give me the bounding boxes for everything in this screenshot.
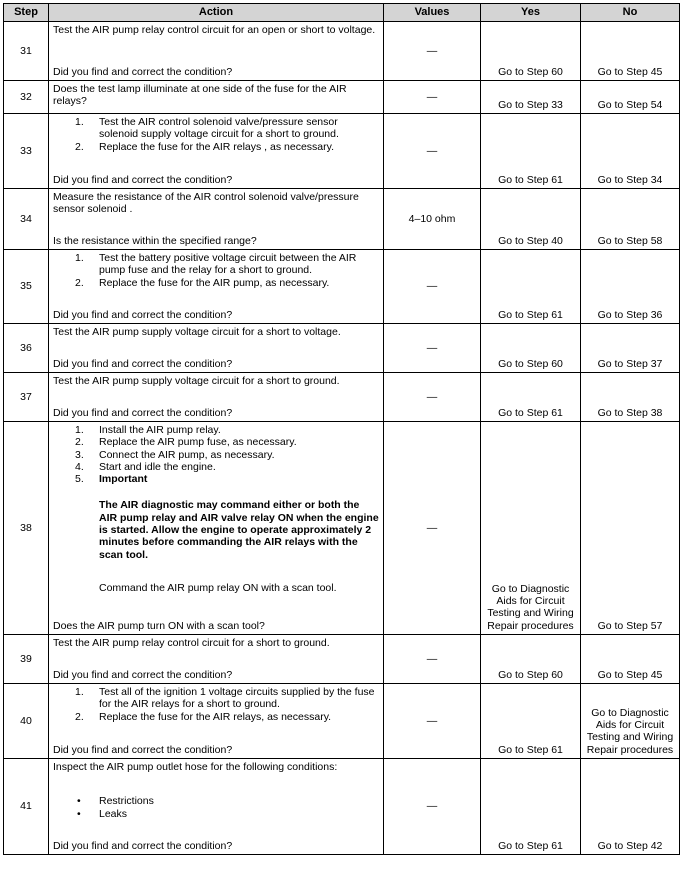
- condition-item: [53, 808, 379, 820]
- action-step: [53, 141, 379, 153]
- step-index: 5.: [75, 473, 84, 486]
- action-step: [53, 461, 379, 473]
- action-line: Does the test lamp illuminate at one side of the fuse for the AIR relays?: [53, 83, 347, 108]
- condition-list: [53, 795, 379, 820]
- table-row: [4, 684, 680, 759]
- no-cell: [581, 189, 680, 250]
- step-index: 1.: [75, 116, 84, 128]
- step-number: 35: [4, 250, 49, 324]
- step-text: Replace the fuse for the AIR pump, as necessary.: [99, 276, 330, 289]
- value-cell: —: [384, 324, 481, 373]
- step-number: 33: [4, 114, 49, 189]
- action-text: [49, 684, 383, 723]
- action-cell: [49, 189, 384, 250]
- yes-action: Go to Step 60: [498, 668, 563, 681]
- table-row: [4, 759, 680, 855]
- yes-box: [481, 759, 580, 854]
- yes-action: Go to Step 61: [498, 743, 563, 756]
- value-cell: —: [384, 759, 481, 855]
- condition-item: [53, 795, 379, 807]
- yes-box: [481, 114, 580, 188]
- action-question: Did you find and correct the condition?: [53, 357, 233, 370]
- value-cell: —: [384, 422, 481, 635]
- action-cell: [49, 250, 384, 324]
- no-cell: [581, 635, 680, 684]
- no-cell: [581, 114, 680, 189]
- table-row: [4, 22, 680, 81]
- bullet-icon: •: [77, 807, 81, 820]
- step-index: 3.: [75, 448, 84, 461]
- action-question: Did you find and correct the condition?: [53, 406, 233, 419]
- no-cell: [581, 22, 680, 81]
- action-cell: [49, 759, 384, 855]
- command-text: Command the AIR pump relay ON with a scan tool.: [99, 581, 337, 594]
- action-text: [49, 114, 383, 153]
- no-action: Go to Step 38: [597, 406, 663, 419]
- step-text: Connect the AIR pump, as necessary.: [99, 448, 275, 461]
- action-content: [49, 422, 383, 634]
- action-text: [49, 635, 383, 649]
- yes-box: [481, 250, 580, 323]
- diagnostic-table: [3, 3, 680, 855]
- no-box: [581, 373, 679, 421]
- step-number: 36: [4, 324, 49, 373]
- no-action: Go to Step 58: [597, 234, 663, 247]
- action-content: [49, 250, 383, 323]
- no-action: Go to Step 42: [597, 839, 663, 852]
- yes-cell: [481, 422, 581, 635]
- yes-box: [481, 635, 580, 683]
- yes-action: Go to Step 60: [498, 65, 563, 78]
- yes-action: Go to Step 33: [498, 98, 563, 111]
- action-cell: [49, 114, 384, 189]
- no-box: [581, 189, 679, 249]
- no-action: Go to Step 45: [597, 65, 663, 78]
- bullet-icon: •: [77, 795, 81, 808]
- no-action: Go to Step 36: [597, 308, 663, 321]
- action-step: [53, 449, 379, 461]
- action-cell: [49, 684, 384, 759]
- action-line: Test the AIR pump supply voltage circuit for a short to ground.: [53, 375, 340, 387]
- yes-box: [481, 81, 580, 113]
- no-action: Go to Step 57: [597, 619, 663, 632]
- yes-cell: [481, 324, 581, 373]
- action-cell: [49, 373, 384, 422]
- value-cell: —: [384, 373, 481, 422]
- yes-cell: [481, 114, 581, 189]
- step-number: 40: [4, 684, 49, 759]
- no-box: [581, 422, 679, 634]
- value-cell: —: [384, 684, 481, 759]
- action-text: [49, 759, 383, 820]
- header-yes: Yes: [481, 4, 581, 22]
- table-row: [4, 81, 680, 114]
- action-content: [49, 373, 383, 421]
- condition-text: Leaks: [99, 807, 128, 820]
- yes-box: [481, 373, 580, 421]
- step-text: Replace the AIR pump fuse, as necessary.: [99, 436, 297, 449]
- action-line: Test the AIR pump relay control circuit for a short to ground.: [53, 637, 330, 649]
- action-question: Did you find and correct the condition?: [53, 839, 233, 852]
- step-index: 2.: [75, 140, 84, 153]
- action-content: [49, 189, 383, 249]
- no-box: [581, 635, 679, 683]
- yes-cell: [481, 22, 581, 81]
- yes-box: [481, 684, 580, 758]
- yes-box: [481, 189, 580, 249]
- step-number: 37: [4, 373, 49, 422]
- yes-cell: [481, 250, 581, 324]
- action-steps: [53, 424, 379, 485]
- table-row: [4, 250, 680, 324]
- no-box: [581, 324, 679, 372]
- yes-action: Go to Diagnostic Aids for Circuit Testing and Wiring Repair procedures: [487, 582, 574, 632]
- step-index: 1.: [75, 686, 84, 698]
- action-line: Measure the resistance of the AIR control solenoid valve/pressure sensor solenoid .: [53, 191, 359, 216]
- action-text: [49, 189, 383, 216]
- action-step: [53, 252, 379, 277]
- yes-cell: [481, 189, 581, 250]
- step-text: Start and idle the engine.: [99, 460, 216, 473]
- action-text: [49, 250, 383, 289]
- action-line: Inspect the AIR pump outlet hose for the following conditions:: [53, 761, 338, 773]
- action-content: [49, 114, 383, 188]
- step-index: 2.: [75, 276, 84, 289]
- action-step: [53, 436, 379, 448]
- no-box: [581, 22, 679, 80]
- action-steps: [53, 686, 379, 723]
- yes-action: Go to Step 60: [498, 357, 563, 370]
- action-text: [49, 373, 383, 387]
- no-cell: [581, 373, 680, 422]
- yes-box: [481, 324, 580, 372]
- action-cell: [49, 81, 384, 114]
- step-index: 1.: [75, 252, 84, 264]
- action-line: Test the AIR pump supply voltage circuit for a short to voltage.: [53, 326, 341, 338]
- no-cell: [581, 81, 680, 114]
- action-question: Does the AIR pump turn ON with a scan tool?: [53, 619, 265, 632]
- yes-box: [481, 22, 580, 80]
- action-content: [49, 635, 383, 683]
- action-question: Did you find and correct the condition?: [53, 668, 233, 681]
- step-text: Test the AIR control solenoid valve/pressure sensor solenoid supply voltage circuit for a short to ground.: [99, 116, 339, 141]
- value-cell: —: [384, 635, 481, 684]
- action-question: Did you find and correct the condition?: [53, 743, 233, 756]
- step-number: 34: [4, 189, 49, 250]
- value-cell: —: [384, 81, 481, 114]
- important-note: The AIR diagnostic may command either or both the AIR pump relay and AIR valve relay ON when the engine is started. Allow the engine to operate approximately 2 minutes before commanding the AIR relays with the scan tool.: [99, 499, 379, 561]
- table-row: [4, 422, 680, 635]
- step-index: 2.: [75, 436, 84, 449]
- no-box: [581, 81, 679, 113]
- table-row: [4, 324, 680, 373]
- yes-action: Go to Step 61: [498, 406, 563, 419]
- no-action: Go to Step 37: [597, 357, 663, 370]
- value-cell: 4–10 ohm: [384, 189, 481, 250]
- table-row: [4, 189, 680, 250]
- yes-cell: [481, 684, 581, 759]
- header-values: Values: [384, 4, 481, 22]
- action-cell: [49, 635, 384, 684]
- step-number: 32: [4, 81, 49, 114]
- no-cell: [581, 684, 680, 759]
- no-cell: [581, 250, 680, 324]
- no-action: Go to Step 54: [597, 98, 663, 111]
- action-step: [53, 424, 379, 436]
- action-steps: [53, 116, 379, 153]
- yes-action: Go to Step 61: [498, 839, 563, 852]
- yes-action: Go to Step 61: [498, 308, 563, 321]
- header-row: [4, 4, 680, 22]
- yes-cell: [481, 373, 581, 422]
- value-cell: —: [384, 22, 481, 81]
- action-text: [49, 422, 383, 594]
- step-index: 1.: [75, 424, 84, 436]
- step-text: Replace the fuse for the AIR relays , as necessary.: [99, 140, 335, 153]
- action-step: [53, 277, 379, 289]
- table-row: [4, 635, 680, 684]
- value-cell: —: [384, 250, 481, 324]
- action-question: Did you find and correct the condition?: [53, 173, 233, 186]
- step-index: 4.: [75, 460, 84, 473]
- step-number: 39: [4, 635, 49, 684]
- action-content: [49, 759, 383, 854]
- no-box: [581, 759, 679, 854]
- yes-cell: [481, 635, 581, 684]
- action-steps: [53, 252, 379, 289]
- step-text: Test the battery positive voltage circuit between the AIR pump fuse and the relay for a short to ground.: [99, 252, 357, 277]
- no-action: Go to Step 34: [597, 173, 663, 186]
- step-number: 38: [4, 422, 49, 635]
- action-question: Is the resistance within the specified range?: [53, 234, 257, 247]
- table-row: [4, 373, 680, 422]
- action-step: [53, 711, 379, 723]
- value-cell: —: [384, 114, 481, 189]
- action-cell: [49, 422, 384, 635]
- no-box: [581, 250, 679, 323]
- no-box: [581, 114, 679, 188]
- no-action: Go to Diagnostic Aids for Circuit Testing and Wiring Repair procedures: [586, 706, 674, 756]
- action-content: [49, 324, 383, 372]
- yes-cell: [481, 81, 581, 114]
- action-step: [53, 686, 379, 711]
- action-cell: [49, 324, 384, 373]
- step-text: Replace the fuse for the AIR relays, as necessary.: [99, 710, 332, 723]
- no-cell: [581, 759, 680, 855]
- no-box: [581, 684, 679, 758]
- step-index: 2.: [75, 710, 84, 723]
- yes-action: Go to Step 40: [498, 234, 563, 247]
- yes-cell: [481, 759, 581, 855]
- step-text: Important: [99, 473, 148, 486]
- table-row: [4, 114, 680, 189]
- header-action: Action: [49, 4, 384, 22]
- step-text: Install the AIR pump relay.: [99, 424, 221, 436]
- action-text: [49, 81, 383, 108]
- header-step: Step: [4, 4, 49, 22]
- action-line: Test the AIR pump relay control circuit for an open or short to voltage.: [53, 24, 376, 36]
- action-text: [49, 324, 383, 338]
- step-number: 41: [4, 759, 49, 855]
- action-question: Did you find and correct the condition?: [53, 308, 233, 321]
- no-cell: [581, 324, 680, 373]
- action-step: [53, 473, 379, 485]
- yes-box: [481, 422, 580, 634]
- table-body: [4, 22, 680, 855]
- yes-action: Go to Step 61: [498, 173, 563, 186]
- header-no: No: [581, 4, 680, 22]
- step-text: Test all of the ignition 1 voltage circuits supplied by the fuse for the AIR relays for a short to ground.: [99, 686, 375, 711]
- condition-text: Restrictions: [99, 795, 154, 808]
- action-question: Did you find and correct the condition?: [53, 65, 233, 78]
- action-cell: [49, 22, 384, 81]
- action-step: [53, 116, 379, 141]
- no-action: Go to Step 45: [597, 668, 663, 681]
- action-content: [49, 684, 383, 758]
- no-cell: [581, 422, 680, 635]
- action-text: [49, 22, 383, 36]
- action-content: [49, 81, 383, 113]
- action-content: [49, 22, 383, 80]
- step-number: 31: [4, 22, 49, 81]
